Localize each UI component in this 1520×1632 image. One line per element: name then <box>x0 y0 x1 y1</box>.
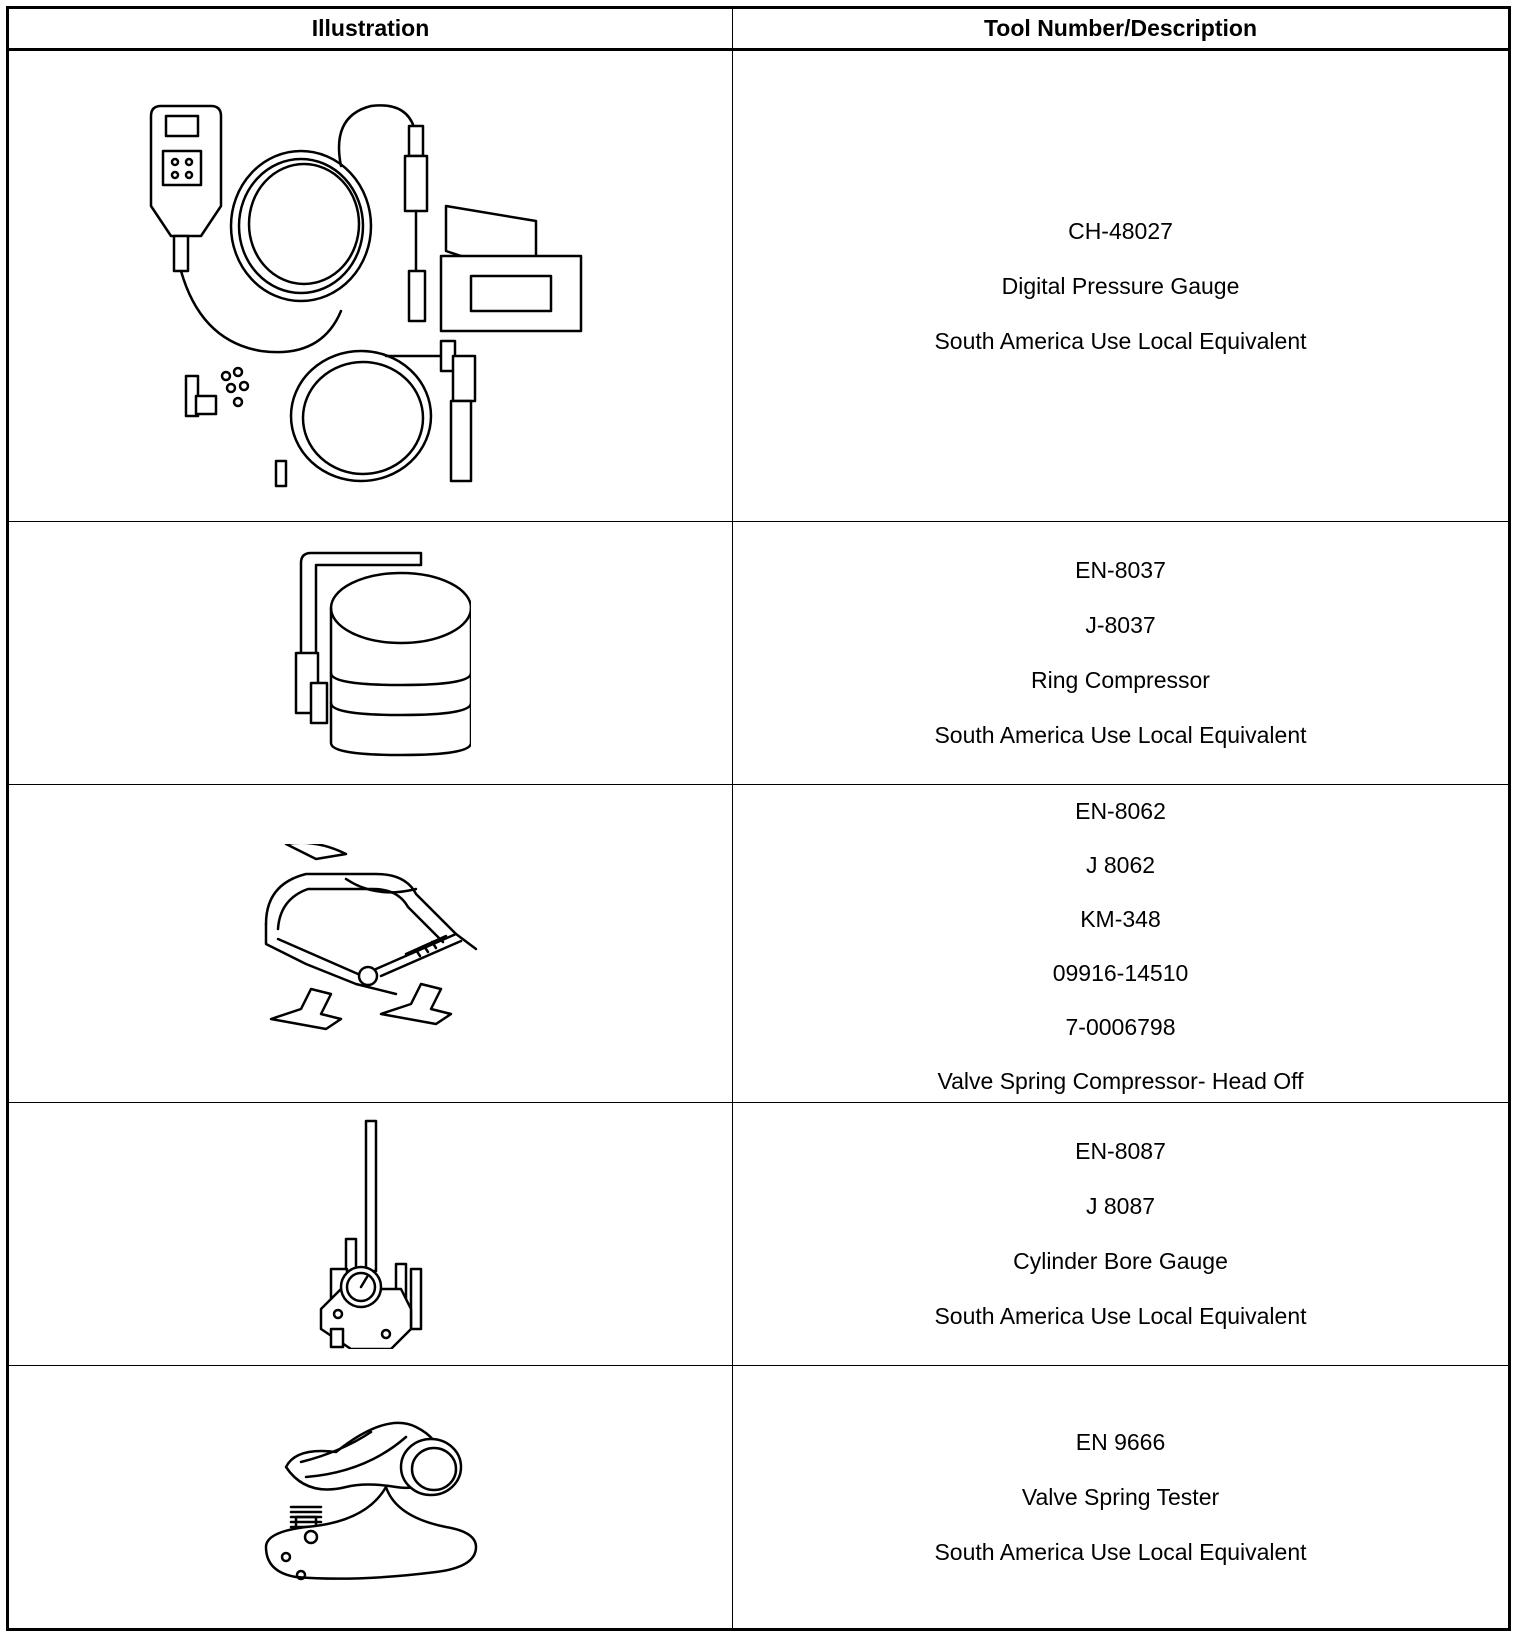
table-row <box>8 1103 1510 1366</box>
special-tools-table <box>6 6 1511 1631</box>
table-row <box>8 522 1510 785</box>
illustration-cell <box>8 785 733 1103</box>
tool-number-alt-4: 7-0006798 <box>1065 1014 1176 1041</box>
description-cell <box>733 522 1510 785</box>
table-row <box>8 50 1510 522</box>
valve-spring-tester-icon <box>256 1407 486 1587</box>
tool-description: Valve Spring Tester <box>1021 1483 1220 1510</box>
tool-note: South America Use Local Equivalent <box>934 1303 1307 1329</box>
tool-number-alt-3: 09916-14510 <box>1052 960 1189 987</box>
tool-description: Ring Compressor <box>1031 667 1210 693</box>
tool-number: CH-48027 <box>1068 217 1173 244</box>
tool-description: Valve Spring Compressor- Head Off <box>937 1068 1304 1095</box>
table-header-row <box>8 8 1510 50</box>
illustration-cell <box>8 1103 733 1366</box>
illustration-cell <box>8 50 733 522</box>
cylinder-bore-gauge-icon <box>316 1119 426 1349</box>
tool-number: EN-8062 <box>1075 797 1166 824</box>
tool-note: South America Use Local Equivalent <box>934 1538 1307 1565</box>
column-header-description: Tool Number/Description <box>733 8 1510 50</box>
tool-note: South America Use Local Equivalent <box>934 722 1307 748</box>
tool-number-alt: J-8037 <box>1085 612 1156 638</box>
tool-note: South America Use Local Equivalent <box>934 327 1307 354</box>
illustration-cell <box>8 1366 733 1630</box>
illustration-cell <box>8 522 733 785</box>
tool-number-alt: J 8087 <box>1085 1193 1156 1219</box>
table-row <box>8 1366 1510 1630</box>
tool-number-alt-2: KM-348 <box>1080 905 1161 932</box>
description-cell <box>733 785 1510 1103</box>
table-row <box>8 785 1510 1103</box>
digital-pressure-gauge-kit-icon <box>141 76 601 496</box>
description-cell <box>733 1366 1510 1630</box>
tool-number: EN 9666 <box>1075 1428 1166 1455</box>
description-cell <box>733 1103 1510 1366</box>
ring-compressor-icon <box>271 543 471 763</box>
valve-spring-compressor-icon <box>256 844 486 1044</box>
tool-description: Cylinder Bore Gauge <box>1013 1248 1228 1274</box>
column-header-illustration: Illustration <box>8 8 733 50</box>
tool-number-alt: J 8062 <box>1085 851 1156 878</box>
tool-number: EN-8087 <box>1075 1138 1166 1164</box>
description-cell <box>733 50 1510 522</box>
tool-number: EN-8037 <box>1075 557 1166 583</box>
tool-description: Digital Pressure Gauge <box>1001 272 1240 299</box>
